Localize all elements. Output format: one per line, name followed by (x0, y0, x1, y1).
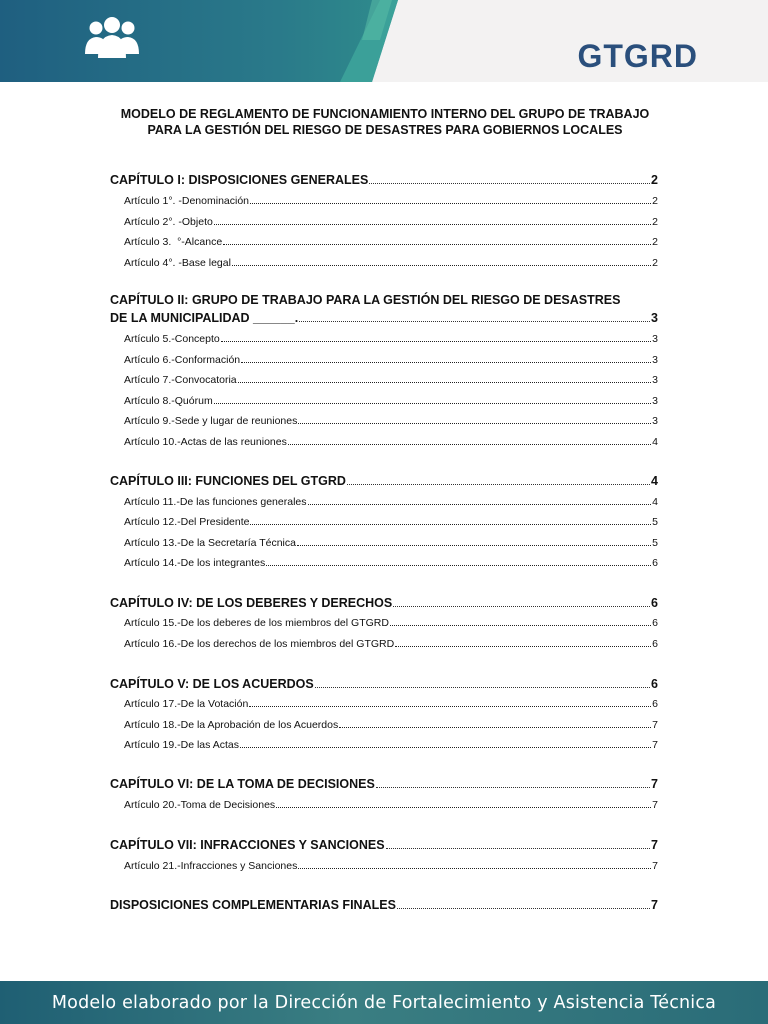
toc-leader (241, 362, 651, 363)
toc-label: Artículo 16.-De los derechos de los miembros del GTGRD (124, 638, 395, 650)
toc-leader (308, 504, 652, 505)
toc-page: 6 (652, 638, 658, 650)
title-line-2: PARA LA GESTIÓN DEL RIESGO DE DESASTRES PARA GOBIERNOS LOCALES (147, 122, 623, 137)
toc-leader (297, 545, 651, 546)
document-title (100, 107, 670, 138)
toc-page: 3 (652, 415, 658, 427)
toc-page: 2 (652, 216, 658, 228)
toc-label-line-1: CAPÍTULO II: GRUPO DE TRABAJO PARA LA GESTIÓN DEL RIESGO DE DESASTRES (110, 293, 621, 307)
toc-leader (386, 848, 650, 849)
toc-chapter-1[interactable] (110, 173, 658, 187)
toc-article-8[interactable] (110, 395, 658, 407)
toc-page: 6 (652, 557, 658, 569)
toc-leader (250, 203, 651, 204)
people-group-icon (82, 14, 142, 64)
toc-leader (223, 244, 651, 245)
toc-chapter-4[interactable] (110, 596, 658, 610)
toc-page: 7 (652, 860, 658, 872)
toc-chapter-2-line-2 (110, 311, 658, 325)
toc-article-20[interactable] (110, 799, 658, 811)
toc-page: 7 (652, 719, 658, 731)
toc-page: 6 (651, 677, 658, 691)
toc-leader (298, 868, 651, 869)
toc-label: Artículo 9.-Sede y lugar de reuniones (124, 415, 298, 427)
toc-chapter-6[interactable] (110, 777, 658, 791)
toc-leader (299, 321, 650, 322)
toc-leader (347, 484, 650, 485)
toc-page: 2 (652, 236, 658, 248)
toc-leader (221, 341, 651, 342)
toc-article-11[interactable] (110, 496, 658, 508)
toc-label: CAPÍTULO IV: DE LOS DEBERES Y DERECHOS (110, 596, 393, 610)
toc-article-10[interactable] (110, 436, 658, 448)
toc-leader (395, 646, 651, 647)
toc-leader (214, 224, 651, 225)
toc-page: 6 (652, 617, 658, 629)
toc-article-17[interactable] (110, 698, 658, 710)
toc-article-2[interactable] (110, 216, 658, 228)
toc-article-16[interactable] (110, 638, 658, 650)
footer-text: Modelo elaborado por la Dirección de Fortalecimiento y Asistencia Técnica (51, 992, 717, 1013)
toc-article-9[interactable] (110, 415, 658, 427)
toc-leader (315, 687, 650, 688)
toc-page: 3 (652, 333, 658, 345)
toc-leader (214, 403, 651, 404)
toc-page: 7 (652, 739, 658, 751)
toc-chapter-7[interactable] (110, 838, 658, 852)
toc-final-provisions[interactable] (110, 898, 658, 912)
toc-label: Artículo 5.-Concepto (124, 333, 220, 345)
toc-label: Artículo 8.-Quórum (124, 395, 213, 407)
toc-page: 3 (651, 311, 658, 325)
toc-label: CAPÍTULO V: DE LOS ACUERDOS (110, 677, 314, 691)
toc-leader (369, 183, 650, 184)
toc-page: 6 (651, 596, 658, 610)
toc-article-3[interactable] (110, 236, 658, 248)
toc-label: Artículo 6.-Conformación (124, 354, 241, 366)
toc-label: Artículo 21.-Infracciones y Sanciones (124, 860, 298, 872)
toc-leader (390, 625, 651, 626)
toc-label: Artículo 12.-Del Presidente (124, 516, 250, 528)
toc-label: CAPÍTULO VI: DE LA TOMA DE DECISIONES (110, 777, 375, 791)
toc-page: 7 (651, 777, 658, 791)
toc-article-7[interactable] (110, 374, 658, 386)
toc-label: DE LA MUNICIPALIDAD ______. (110, 311, 299, 325)
toc-article-15[interactable] (110, 617, 658, 629)
toc-chapter-3[interactable] (110, 474, 658, 488)
toc-label: Artículo 18.-De la Aprobación de los Acuerdos (124, 719, 339, 731)
toc-leader (376, 787, 650, 788)
toc-article-18[interactable] (110, 719, 658, 731)
toc-page: 7 (652, 799, 658, 811)
toc-article-5[interactable] (110, 333, 658, 345)
toc-label: Artículo 1°. -Denominación (124, 195, 250, 207)
toc-article-21[interactable] (110, 860, 658, 872)
toc-label: Artículo 17.-De la Votación (124, 698, 249, 710)
toc-leader (393, 606, 650, 607)
toc-label: CAPÍTULO III: FUNCIONES DEL GTGRD (110, 474, 346, 488)
toc-label: DISPOSICIONES COMPLEMENTARIAS FINALES (110, 898, 396, 912)
toc-label: Artículo 20.-Toma de Decisiones (124, 799, 276, 811)
toc-label: Artículo 2°. -Objeto (124, 216, 213, 228)
toc-article-19[interactable] (110, 739, 658, 751)
toc-article-4[interactable] (110, 257, 658, 269)
toc-leader (288, 444, 651, 445)
toc-label: CAPÍTULO VII: INFRACCIONES Y SANCIONES (110, 838, 385, 852)
toc-leader (232, 265, 651, 266)
toc-leader (238, 382, 652, 383)
toc-leader (339, 727, 651, 728)
toc-page: 2 (652, 195, 658, 207)
toc-page: 4 (651, 474, 658, 488)
toc-page: 7 (651, 838, 658, 852)
toc-label: Artículo 11.-De las funciones generales (124, 496, 307, 508)
toc-label: Artículo 3. °-Alcance (124, 236, 223, 248)
toc-article-13[interactable] (110, 537, 658, 549)
toc-leader (250, 524, 651, 525)
toc-leader (397, 908, 650, 909)
toc-page: 2 (651, 173, 658, 187)
toc-page: 5 (652, 516, 658, 528)
toc-label: CAPÍTULO I: DISPOSICIONES GENERALES (110, 173, 369, 187)
toc-label: Artículo 10.-Actas de las reuniones (124, 436, 287, 448)
toc-label: Artículo 13.-De la Secretaría Técnica (124, 537, 296, 549)
toc-label: Artículo 7.-Convocatoria (124, 374, 237, 386)
toc-page: 3 (652, 395, 658, 407)
toc-label: Artículo 15.-De los deberes de los miembros del GTGRD (124, 617, 389, 629)
brand-name: GTGRD (577, 38, 698, 74)
toc-page: 7 (651, 898, 658, 912)
toc-article-6[interactable] (110, 354, 658, 366)
toc-article-12[interactable] (110, 516, 658, 528)
toc-leader (276, 807, 651, 808)
toc-article-14[interactable] (110, 557, 658, 569)
title-line-1: MODELO DE REGLAMENTO DE FUNCIONAMIENTO INTERNO DEL GRUPO DE TRABAJO (120, 107, 650, 121)
page-footer (0, 981, 768, 1024)
toc-page: 4 (652, 496, 658, 508)
toc-page: 6 (652, 698, 658, 710)
toc-page: 5 (652, 537, 658, 549)
toc-page: 3 (652, 354, 658, 366)
toc-chapter-5[interactable] (110, 677, 658, 691)
toc-leader (249, 706, 651, 707)
toc-label: Artículo 14.-De los integrantes (124, 557, 266, 569)
toc-leader (266, 565, 651, 566)
toc-label: Artículo 19.-De las Actas (124, 739, 239, 751)
toc-leader (298, 423, 651, 424)
toc-page: 3 (652, 374, 658, 386)
toc-label: Artículo 4°. -Base legal (124, 257, 231, 269)
toc-page: 2 (652, 257, 658, 269)
toc-page: 4 (652, 436, 658, 448)
page-header (0, 0, 768, 82)
toc-article-1[interactable] (110, 195, 658, 207)
toc-leader (240, 747, 651, 748)
